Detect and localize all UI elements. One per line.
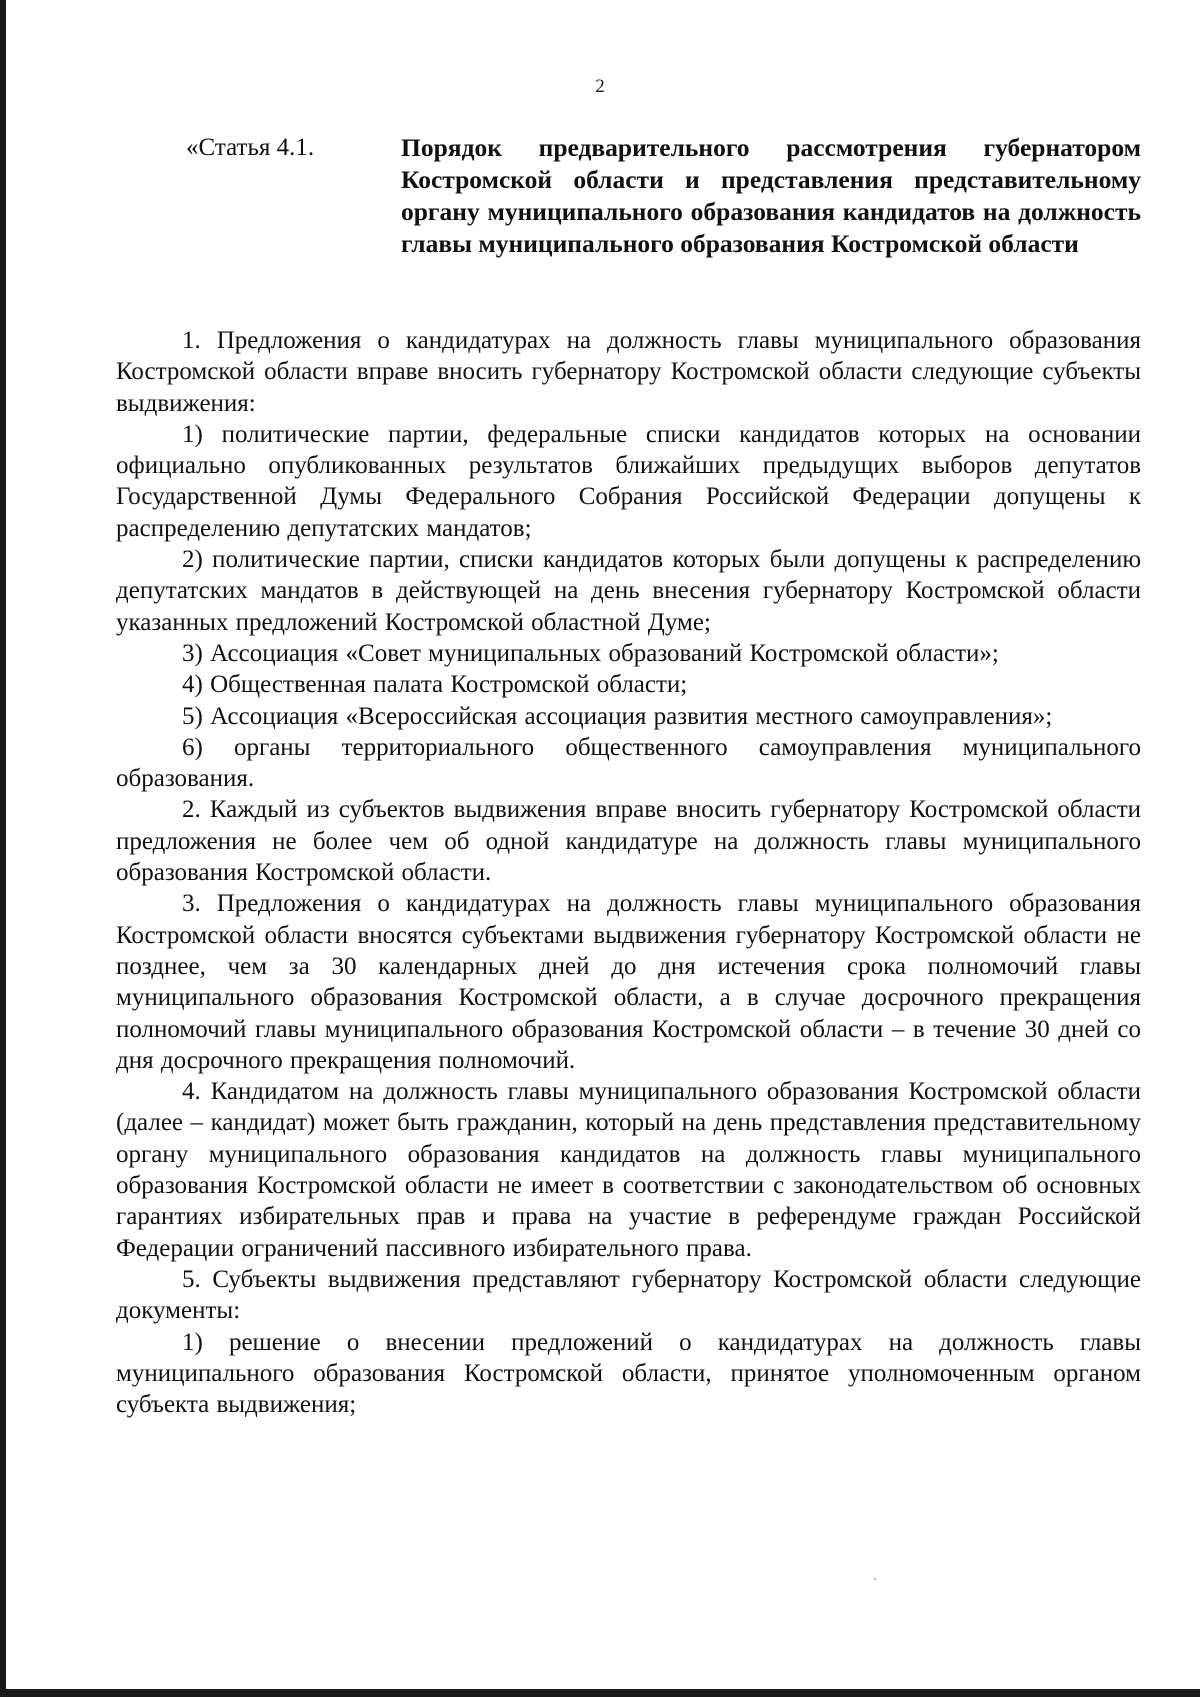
article-body [116,325,1141,1420]
paragraph-1-item-1: 1) политические партии, федеральные списки кандидатов которых на основании официально опубликованных результатов ближайших предыдущих выборов депутатов Государственной Думы Федерального Собрания Российской Федерации допущены к распределению депутатских мандатов; [116,420,1141,542]
paragraph-1-item-5: 5) Ассоциация «Всероссийская ассоциация развития местного самоуправления»; [182,702,1053,730]
page-number: 2 [595,76,605,97]
paragraph-1: 1. Предложения о кандидатурах на должность главы муниципального образования Костромской области вправе вносить губернатору Костромской области следующие субъекты выдвижения: [116,327,1141,417]
paragraph-4: 4. Кандидатом на должность главы муниципального образования Костромской области (далее – кандидат) может быть гражданин, который на день представления представительному органу муниципального образования кандидатов на должность главы муниципального образования Костромской области не имеет в соответствии с законодательством об основных гарантиях избирательных прав и права на участие в референдуме граждан Российской Федерации ограничений пассивного избирательного права. [116,1078,1141,1262]
paragraph-1-item-3: 3) Ассоциация «Совет муниципальных образований Костромской области»; [182,639,999,667]
paragraph-2: 2. Каждый из субъектов выдвижения вправе вносить губернатору Костромской области предложения не более чем об одной кандидатуре на должность главы муниципального образования Костромской области. [116,796,1141,887]
paragraph-1-item-4: 4) Общественная палата Костромской области; [182,671,688,699]
paragraph-5-item-1: 1) решение о внесении предложений о кандидатурах на должность главы муниципального образования Костромской области, принятое уполномоченным органом субъекта выдвижения; [116,1328,1141,1419]
article-label: «Статья 4.1. [186,134,315,161]
paragraph-1-item-2: 2) политические партии, списки кандидатов которых были допущены к распределению депутатских мандатов в действующей на день внесения губернатору Костромской области указанных предложений Костромской областной Думе; [116,546,1141,636]
article-title: Порядок предварительного рассмотрения губернатором Костромской области и представления представительному органу муниципального образования кандидатов на должность главы муниципального образования Костромской области [401,133,1141,258]
scan-left-edge [0,0,6,1697]
paragraph-1-item-6: 6) органы территориального общественного самоуправления муниципального образования. [116,733,1141,793]
paragraph-5: 5. Субъекты выдвижения представляют губернатору Костромской области следующие документы: [116,1265,1141,1325]
paragraph-3: 3. Предложения о кандидатурах на должность главы муниципального образования Костромской области вносятся субъектами выдвижения губернатору Костромской области не позднее, чем за 30 календарных дней до дня истечения срока полномочий главы муниципального образования Костромской области, а в случае досрочного прекращения полномочий главы муниципального образования Костромской области – в течение 30 дней со дня досрочного прекращения полномочий. [116,890,1141,1074]
scan-speck [874,1578,876,1580]
scan-bottom-edge [0,1689,1200,1697]
article-header [186,132,1141,292]
